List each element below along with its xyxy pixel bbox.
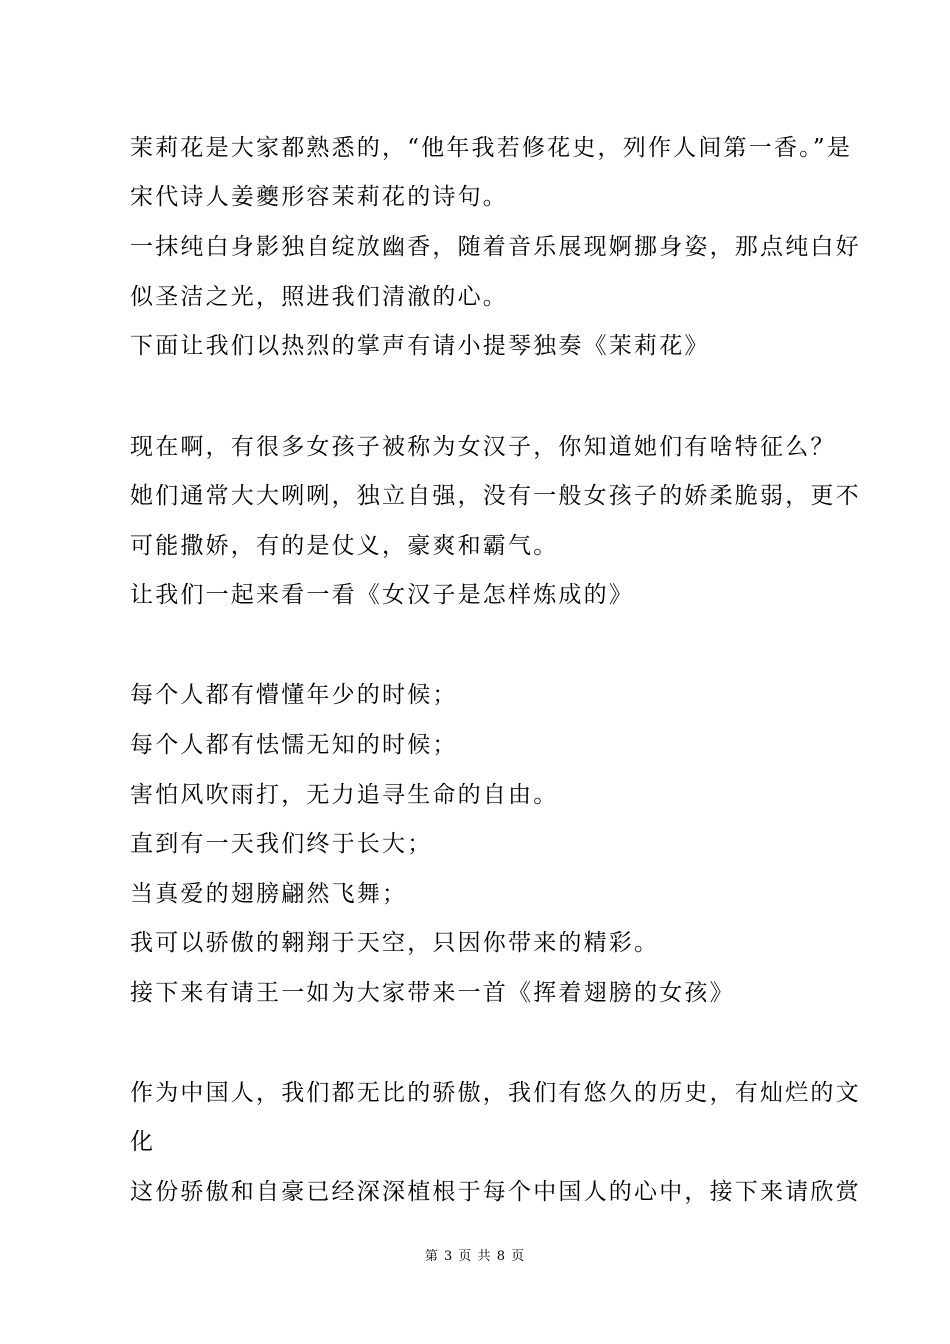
paragraph-line: 宋代诗人姜夔形容茉莉花的诗句。 — [130, 184, 508, 210]
paragraph-line: 下面让我们以热烈的掌声有请小提琴独奏《茉莉花》 — [130, 333, 710, 359]
paragraph-line: 这份骄傲和自豪已经深深植根于每个中国人的心中，接下来请欣赏 — [130, 1179, 861, 1205]
paragraph-line: 化 — [130, 1129, 156, 1155]
paragraph-line: 每个人都有怯懦无知的时候； — [130, 732, 458, 758]
page-number-footer: 第 3 页 共 8 页 — [424, 1249, 526, 1264]
paragraph-line: 当真爱的翅膀翩然飞舞； — [130, 881, 408, 907]
paragraph-line: 她们通常大大咧咧，独立自强，没有一般女孩子的娇柔脆弱，更不 — [130, 483, 861, 509]
paragraph-line: 可能撒娇，有的是仗义，豪爽和霸气。 — [130, 533, 559, 559]
paragraph-line: 我可以骄傲的翱翔于天空，只因你带来的精彩。 — [130, 930, 660, 956]
paragraph-line: 直到有一天我们终于长大； — [130, 831, 433, 857]
paragraph-line: 每个人都有懵懂年少的时候； — [130, 682, 458, 708]
paragraph-line: 作为中国人，我们都无比的骄傲，我们有悠久的历史，有灿烂的文 — [130, 1080, 861, 1106]
paragraph-line: 接下来有请王一如为大家带来一首《挥着翅膀的女孩》 — [130, 980, 735, 1006]
paragraph-line: 现在啊，有很多女孩子被称为女汉子，你知道她们有啥特征么？ — [130, 434, 836, 460]
paragraph-line: 似圣洁之光，照进我们清澈的心。 — [130, 284, 508, 310]
paragraph-line: 害怕风吹雨打，无力追寻生命的自由。 — [130, 782, 559, 808]
paragraph-line: 让我们一起来看一看《女汉子是怎样炼成的》 — [130, 582, 634, 608]
paragraph-line: 一抹纯白身影独自绽放幽香，随着音乐展现婀挪身姿，那点纯白好 — [130, 234, 861, 260]
paragraph-line: 茉莉花是大家都熟悉的，“他年我若修花史，列作人间第一香。”是 — [130, 135, 853, 161]
